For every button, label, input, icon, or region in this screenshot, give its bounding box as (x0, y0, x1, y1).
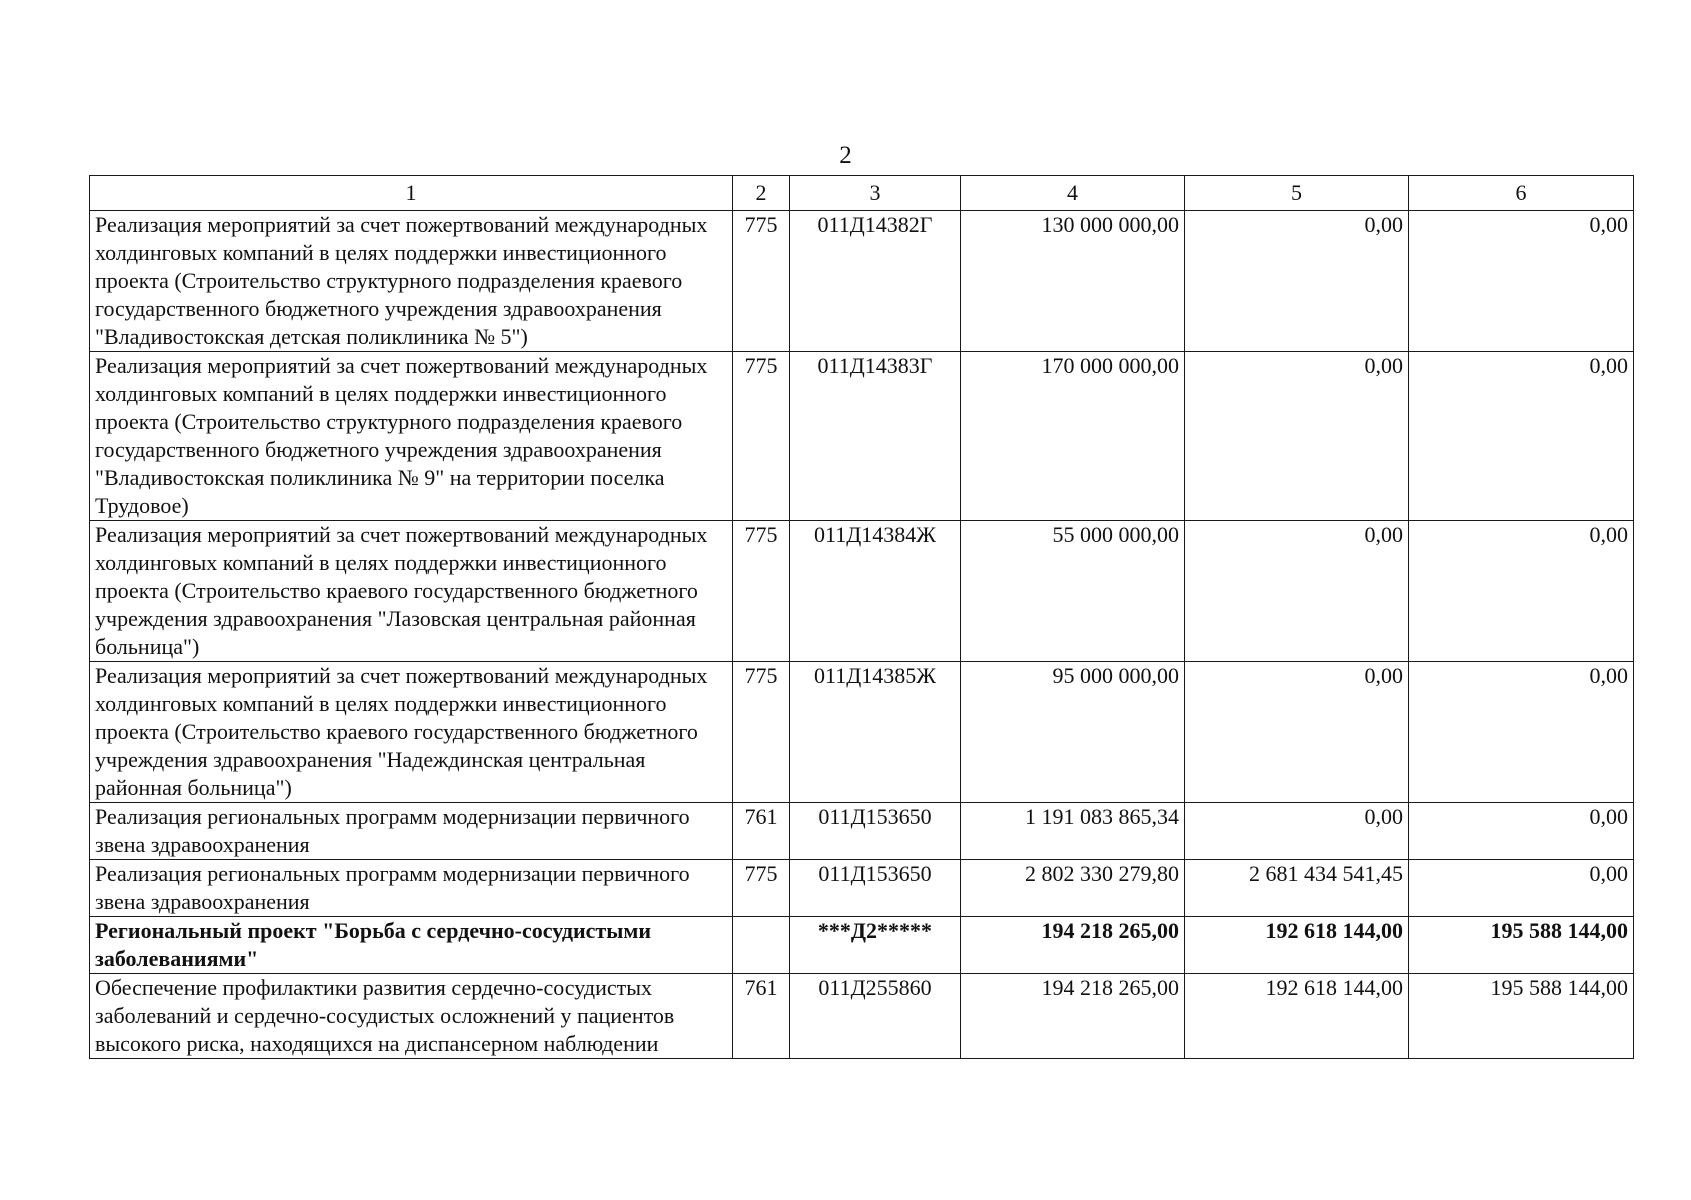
header-row (90, 176, 1634, 211)
table-row (90, 521, 1634, 662)
row-target: ***Д2***** (790, 917, 961, 974)
row-code: 761 (733, 974, 790, 1059)
row-code: 775 (733, 662, 790, 803)
column-header: 5 (1185, 176, 1409, 211)
table-row-section (90, 917, 1634, 974)
row-code: 761 (733, 803, 790, 860)
table-row (90, 211, 1634, 352)
row-value-5: 0,00 (1185, 662, 1409, 803)
row-value-4: 2 802 330 279,80 (961, 860, 1185, 917)
table-row (90, 974, 1634, 1059)
row-value-5: 192 618 144,00 (1185, 917, 1409, 974)
row-name: Реализация мероприятий за счет пожертвований международных холдинговых компаний в целях поддержки инвестиционного проекта (Строительство краевого государственного бюджетного учреждения здравоохранения "Лазовская центральная районная больница") (90, 521, 733, 662)
row-target: 011Д153650 (790, 860, 961, 917)
row-value-5: 0,00 (1185, 803, 1409, 860)
budget-table (89, 175, 1634, 1059)
row-value-4: 95 000 000,00 (961, 662, 1185, 803)
column-header: 2 (733, 176, 790, 211)
row-code: 775 (733, 860, 790, 917)
row-target: 011Д255860 (790, 974, 961, 1059)
row-value-4: 194 218 265,00 (961, 917, 1185, 974)
column-header: 1 (90, 176, 733, 211)
row-value-6: 195 588 144,00 (1409, 917, 1634, 974)
row-value-4: 170 000 000,00 (961, 352, 1185, 521)
row-value-6: 0,00 (1409, 860, 1634, 917)
row-name: Реализация мероприятий за счет пожертвований международных холдинговых компаний в целях поддержки инвестиционного проекта (Строительство структурного подразделения краевого государственного бюджетного учреждения здравоохранения "Владивостокская поликлиника № 9" на территории поселка Трудовое) (90, 352, 733, 521)
row-value-4: 1 191 083 865,34 (961, 803, 1185, 860)
row-target: 011Д14384Ж (790, 521, 961, 662)
row-target: 011Д14383Г (790, 352, 961, 521)
row-target: 011Д14385Ж (790, 662, 961, 803)
row-value-6: 0,00 (1409, 521, 1634, 662)
table-row (90, 860, 1634, 917)
row-code (733, 917, 790, 974)
row-name: Реализация мероприятий за счет пожертвований международных холдинговых компаний в целях поддержки инвестиционного проекта (Строительство структурного подразделения краевого государственного бюджетного учреждения здравоохранения "Владивостокская детская поликлиника № 5") (90, 211, 733, 352)
row-name: Региональный проект "Борьба с сердечно-сосудистыми заболеваниями" (90, 917, 733, 974)
row-target: 011Д14382Г (790, 211, 961, 352)
row-value-4: 194 218 265,00 (961, 974, 1185, 1059)
row-value-6: 0,00 (1409, 211, 1634, 352)
row-value-4: 130 000 000,00 (961, 211, 1185, 352)
row-code: 775 (733, 352, 790, 521)
table-row (90, 352, 1634, 521)
row-name: Обеспечение профилактики развития сердечно-сосудистых заболеваний и сердечно-сосудистых осложнений у пациентов высокого риска, находящихся на диспансерном наблюдении (90, 974, 733, 1059)
column-header: 6 (1409, 176, 1634, 211)
row-value-6: 195 588 144,00 (1409, 974, 1634, 1059)
column-header: 3 (790, 176, 961, 211)
row-name: Реализация региональных программ модернизации первичного звена здравоохранения (90, 803, 733, 860)
row-value-5: 2 681 434 541,45 (1185, 860, 1409, 917)
table-row (90, 803, 1634, 860)
row-code: 775 (733, 211, 790, 352)
row-name: Реализация региональных программ модернизации первичного звена здравоохранения (90, 860, 733, 917)
row-value-5: 0,00 (1185, 352, 1409, 521)
row-target: 011Д153650 (790, 803, 961, 860)
row-value-6: 0,00 (1409, 803, 1634, 860)
column-header: 4 (961, 176, 1185, 211)
row-value-5: 0,00 (1185, 211, 1409, 352)
table-row (90, 662, 1634, 803)
row-value-6: 0,00 (1409, 352, 1634, 521)
row-value-5: 0,00 (1185, 521, 1409, 662)
row-code: 775 (733, 521, 790, 662)
row-value-5: 192 618 144,00 (1185, 974, 1409, 1059)
page-number: 2 (839, 142, 852, 169)
row-value-4: 55 000 000,00 (961, 521, 1185, 662)
row-value-6: 0,00 (1409, 662, 1634, 803)
row-name: Реализация мероприятий за счет пожертвований международных холдинговых компаний в целях поддержки инвестиционного проекта (Строительство краевого государственного бюджетного учреждения здравоохранения "Надеждинская центральная районная больница") (90, 662, 733, 803)
